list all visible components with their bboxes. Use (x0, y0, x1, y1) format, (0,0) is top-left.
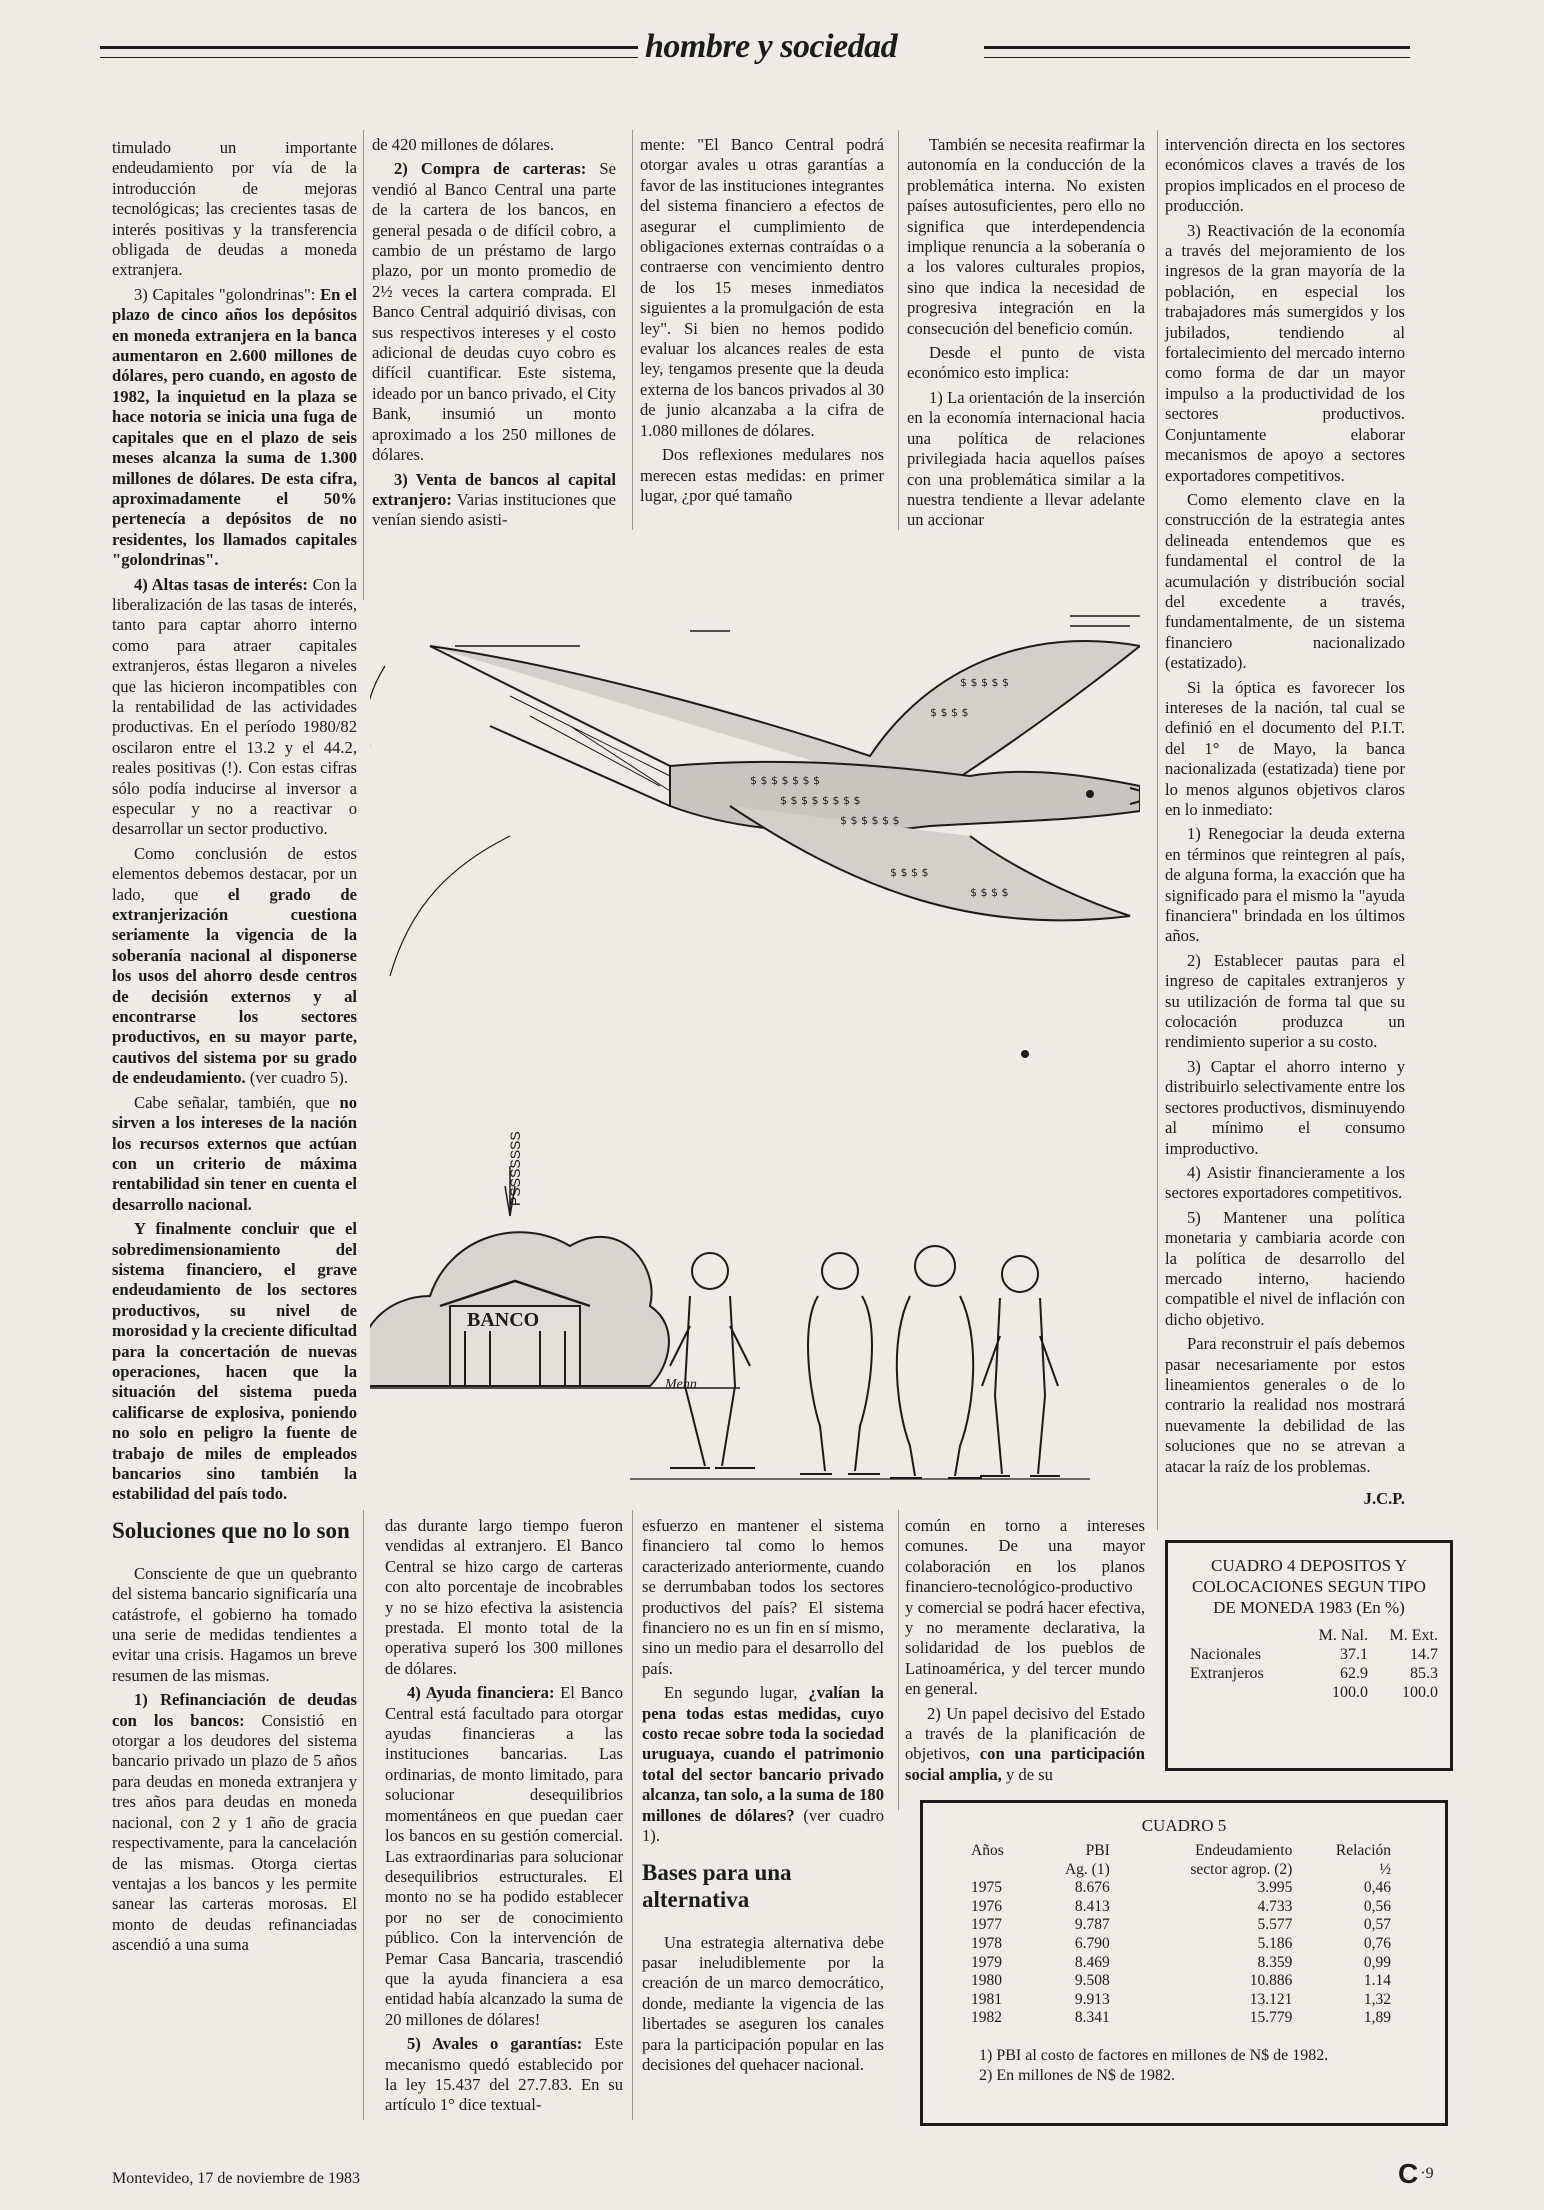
cell: 3.995 (1257, 1879, 1293, 1897)
table-row (971, 1935, 1391, 1954)
column-header: M. Ext. (1389, 1627, 1438, 1644)
column-subheader: ½ (1379, 1860, 1391, 1878)
table-row (1190, 1664, 1438, 1683)
cell: 9.787 (1074, 1916, 1110, 1934)
paragraph (112, 844, 357, 1089)
text: 1) Renegociar la deuda externa en términos que reintegren al país, de alguna forma, la exacción que ha significado para el mismo la (1165, 824, 1405, 905)
table-note: 1) PBI al costo de factores en millones de N$ de 1982. (979, 2046, 1329, 2064)
paragraph (385, 1683, 623, 2030)
article-column-4-top (907, 135, 1145, 535)
table-row (971, 1954, 1391, 1973)
cell: 6.790 (1074, 1934, 1110, 1952)
column-subheader (971, 1861, 1030, 1880)
bold-text: En el plazo de cinco años los depósitos en moneda extranjera en la banca aumentaron en 2.600 millones de dólares, pero cuando, en agosto de 1982, la inquietud en la plaza se hace notoria se inicia una fuga de capitales que en el plazo de seis meses alcanza la suma de 1.300 millones de dólares. De esta cifra, aproximadamente el 50% pertenecía a depósitos de no residentes, los llamados capitales "golondrinas". (112, 284, 357, 570)
section-title: hombre y sociedad (645, 28, 898, 65)
cell: 10.886 (1249, 1972, 1293, 1990)
bold-text: Y finalmente concluir que el sobredimensionamiento del sistema financiero, el grave endeudamiento de los sectores productivos, su nivel de morosidad y la creciente dificultad para la concertación de nuevas operaciones, hacen que la situación del sistema pueda calificarse de explosiva, poniendo no solo en peligro la fuente de trabajo de miles de empleados bancarios sino también la estabilidad del país todo. (112, 1219, 357, 1504)
cell: 1979 (971, 1953, 1002, 1971)
paragraph: 5) Mantener una política monetaria y cambiaria acorde con la política de desarrollo del mercado interno, haciendo compatible el nivel de inflación con dicho objetivo. (1165, 1207, 1405, 1329)
cell: 0,57 (1363, 1916, 1391, 1934)
cell: 1975 (971, 1879, 1002, 1897)
article-column-2-top (372, 135, 616, 535)
bank-sign: BANCO (467, 1309, 540, 1331)
cell: 5.186 (1257, 1934, 1293, 1952)
cell: 0,76 (1363, 1934, 1391, 1952)
table-header-row (971, 1842, 1391, 1861)
ink-dot (1021, 1050, 1029, 1058)
paragraph: Dos reflexiones medulares nos merecen estas medidas: en primer lugar, ¿por qué tamaño (640, 445, 884, 505)
table-title: CUADRO 5 (1141, 1816, 1227, 1835)
paragraph: esfuerzo en mantener el sistema financiero tal como lo hemos caracterizado anteriormente, cuando se derrumbaban todos los sectores productivos del país? El sistema financiero no es un fin en sí mismo, sino un medio para el desarrollo del país. (642, 1516, 884, 1678)
cell: 1976 (971, 1897, 1002, 1915)
cell: 0,46 (1363, 1879, 1391, 1897)
text: Cabe señalar, también, que (134, 1092, 330, 1112)
sound-effect: PSSSSSSS (507, 1131, 523, 1206)
column-header: PBI (1085, 1842, 1110, 1859)
cell: 100.0 (1331, 1684, 1368, 1701)
data-table (971, 1842, 1391, 2028)
cell: 1,32 (1363, 1990, 1391, 2008)
money-bird-drawing (370, 616, 1140, 976)
paragraph: 4) Asistir financieramente a los sectores exportadores competitivos. (1165, 1162, 1405, 1203)
cell: 1980 (971, 1972, 1002, 1990)
table-subheader-row (971, 1861, 1391, 1880)
cell: 1981 (971, 1990, 1002, 2008)
column-rule (1157, 130, 1158, 1530)
text: Con la liberalización de las tasas de interés, tanto para captar ahorro interno como para atraer capitales extranjeros, éstas llegaron a niveles que las hicieron incompatibles con la rentabilidad de las actividades productivas. En el período 1980/82 oscilaron entre el 13.2 y el 44.2, reales positivas (!). Con estas cifras sólo podía inducirse al inversor a especular y no a reactivar o desarrollar un sector productivo. (112, 574, 357, 839)
bold-text: no sirven a los intereses de la nación los recursos externos que actúan con un criterio de máxima rentabilidad sin tener en cuenta el desarrollo nacional. (112, 1092, 357, 1214)
column-header: Años (971, 1842, 1004, 1859)
paragraph: Una estrategia alternativa debe pasar ineludiblemente por la creación de un marco democrático, donde, mediante la vigencia de las libertades se aseguren los canales para la participación popular en las decisiones del quehacer nacional. (642, 1932, 884, 2074)
paragraph (112, 285, 357, 571)
cell: 8.359 (1257, 1953, 1293, 1971)
article-column-5 (1165, 135, 1405, 1509)
svg-text:$ $ $ $: $ $ $ $ (970, 886, 1009, 899)
author-signature: J.C.P. (1363, 1489, 1405, 1508)
cell: 8.469 (1074, 1953, 1110, 1971)
svg-text:$ $ $ $: $ $ $ $ (930, 706, 969, 719)
text: El Banco Central está facultado para otorgar ayudas financieras a las instituciones bancarias. Las ordinarias, de monto limitado, para solucionar desequilibrios momentáneos en que puedan caer los bancos en su gestión comercial. Las extraordinarias para solucionar desequilibrios estructurales. El monto no se ha podido establecer por no ser de conocimiento público. Con la intervención de Pemar Casa Bancaria, trascendió que la ayuda financiera a esa entidad había alcanzado la suma de 20 millones de dólares! (385, 1683, 623, 2029)
table-cuadro-5 (920, 1800, 1448, 2126)
cell: 4.733 (1257, 1897, 1293, 1915)
paragraph (112, 1690, 357, 1955)
subheading: Bases para una alternativa (642, 1859, 792, 1912)
cell: 8.676 (1074, 1879, 1110, 1897)
cell: 1977 (971, 1916, 1002, 1934)
header-rule-left (100, 46, 638, 58)
column-rule (632, 130, 633, 530)
column-rule (363, 1510, 364, 2120)
paragraph (905, 1704, 1145, 1786)
bold-text: el grado de extranjerización cuestiona seriamente la vigencia de la soberanía nacional al disponerse los usos del ahorro desde centros de decisión externos y al encontrarse los sectores productivos, en su mayor parte, cautivos del sistema por su grado de endeudamiento. (112, 884, 357, 1088)
cell: 9.913 (1074, 1990, 1110, 2008)
item-label: 1) Refinanciación de deudas con los bancos: (112, 1690, 357, 1730)
column-rule (898, 1510, 899, 1810)
article-column-1 (112, 138, 357, 1960)
cell: 15.779 (1249, 2009, 1293, 2027)
table-notes (979, 2046, 1445, 2086)
table-row (971, 1991, 1391, 2010)
text: En segundo lugar, (664, 1683, 798, 1703)
paragraph (112, 575, 357, 840)
paragraph: 2) Establecer pautas para el ingreso de capitales extranjeros y su utilización de forma tal que su colocación produzca un rendimiento superior a su costo. (1165, 950, 1405, 1052)
text: (ver cuadro 1). (642, 1805, 884, 1846)
item-label: 3) Venta de bancos al capital extranjero: (372, 469, 616, 509)
magazine-logo: C (1398, 2158, 1419, 2189)
cell: 85.3 (1410, 1665, 1438, 1682)
paragraph (112, 1093, 357, 1215)
paragraph: 1) La orientación de la inserción en la economía internacional hacia una política de relaciones privilegiada hacia aquellos países con una problemática similar a la nuestra tendiente a llevar adelante un accionar (907, 387, 1145, 530)
paragraph: Consciente de que un quebranto del sistema bancario significaría una catástrofe, el gobierno ha tomado una serie de medidas tendientes a evitar una crisis. Hagamos un breve resumen de las mismas. (112, 1563, 357, 1685)
row-label: Nacionales (1190, 1646, 1262, 1663)
text: Este mecanismo quedó establecido por la ley 15.437 del 27.7.83. En su artículo 1° dice textual- (385, 2034, 623, 2115)
bold-text: con una participación social amplia, (905, 1744, 1145, 1784)
cell: 1.14 (1363, 1972, 1391, 1990)
text: Como conclusión de estos elementos debemos destacar, por un lado, que (112, 843, 357, 904)
text: Consistió en otorgar a los deudores del sistema bancario privado un plazo de 5 años para deudas en moneda extranjera y tres años para deudas en moneda nacional, con 2 y 1 año de gracia respectivamente, para la cancelación de las mismas. Otorga ciertas ventajas a los bancos y les permite sanear las carteras morosas. El monto de deudas refinanciadas ascendió a una suma (112, 1710, 357, 1955)
cell: 100.0 (1402, 1684, 1438, 1701)
table-row (971, 1898, 1391, 1917)
bank-building-drawing (370, 1166, 740, 1388)
cell: 62.9 (1339, 1665, 1368, 1682)
svg-text:$ $ $ $: $ $ $ $ (890, 866, 929, 879)
column-header: M. Nal. (1318, 1627, 1368, 1644)
bold-text: ¿valían la pena todas estas medidas, cuyo costo recae sobre toda la sociedad uruguaya, cuando el patrimonio total del sector bancario privado alcanza, tan solo, a la suma de 180 millones de dólares? (642, 1683, 885, 1825)
column-subheader: sector agrop. (2) (1190, 1860, 1293, 1878)
table-title: CUADRO 4 DEPOSITOS Y COLOCACIONES SEGUN TIPO DE MONEDA 1983 (En %) (1192, 1556, 1426, 1617)
cell: 8.413 (1074, 1897, 1110, 1915)
cell: 1982 (971, 2009, 1002, 2027)
table-total-row (1190, 1683, 1438, 1702)
table-row (971, 2009, 1391, 2028)
svg-text:$ $ $ $ $ $ $ $: $ $ $ $ $ $ $ $ (780, 794, 861, 807)
cell: 9.508 (1074, 1972, 1110, 1990)
cell: 1,89 (1363, 2009, 1391, 2027)
subheading: Soluciones que no lo son (112, 1517, 350, 1543)
paragraph: mente: "El Banco Central podrá otorgar avales u otras garantías a favor de las instituciones integrantes del sistema financiero a efectos de asegurar el cumplimiento de obligaciones externas contraídas o a contraerse con vencimiento dentro de los 15 meses inmediatos siguientes a la promulgación de esta ley". Si bien no hemos podido evaluar los alcances reales de esta ley, tengamos presente que la deuda externa de los bancos privados al 30 de junio alcanzaba a la cifra de 1.080 millones de dólares. (640, 135, 884, 440)
text: Se vendió al Banco Central una parte de la cartera de los bancos, en general pesada o de difícil cobro, a cambio de un préstamo de largo plazo, por un monto promedio de 2½ veces la cartera comprada. El Banco Central adquirió divisas, con sus respectivos intereses y el costo adicional de deudas cuyo cobro es difícil cuantificar. Este sistema, ideado por un banco privado, el City Bank, insumió un monto aproximado a los 250 millones de dólares. (372, 159, 616, 465)
text: brindada en los últimos años. (1165, 906, 1405, 946)
item-label: 2) Compra de carteras: (394, 159, 587, 179)
text: 2) Un papel decisivo del Estado a través de la planificación de objetivos, (905, 1703, 1145, 1764)
item-label: 5) Avales o garantías: (407, 2034, 583, 2054)
paragraph (372, 159, 616, 465)
column-rule (898, 130, 899, 530)
artist-signature: Menn (665, 1377, 697, 1392)
section-header (100, 28, 1410, 68)
paragraph (1165, 824, 1405, 946)
article-column-3-top (640, 135, 884, 510)
paragraph (385, 2034, 623, 2116)
quoted-text: "ayuda financiera" (1165, 885, 1405, 926)
table-row (971, 1972, 1391, 1991)
cell: 1978 (971, 1934, 1002, 1952)
item-label: 3) Capitales "golondrinas": (134, 284, 316, 304)
cell: 5.577 (1257, 1916, 1293, 1934)
paragraph: Si la óptica es favorecer los intereses de la nación, tal cual se definió en el documento del P.I.T. del 1° de Mayo, la banca nacionalizada (estatizada) tiene por lo menos algunos objetivos claros en lo inmediato: (1165, 677, 1405, 819)
paragraph: También se necesita reafirmar la autonomía en la conducción de la problemática interna. No existen países autosuficientes, pero ello no significa que interdependencia implique renuncia a la soberanía o a los valores culturales propios, sino que indica la necesidad de progresiva integración en la consecución del beneficio común. (907, 135, 1145, 338)
footer-page (1398, 2160, 1434, 2188)
column-subheader: Ag. (1) (1064, 1860, 1110, 1878)
cell: 13.121 (1249, 1990, 1293, 2008)
table-row (971, 1879, 1391, 1898)
paragraph: Para reconstruir el país debemos pasar necesariamente por estos lineamientos generales o de lo contrario la realidad nos mostrará nuevamente la debilidad de las soluciones que no se atrevan a atacar la raíz de los problemas. (1165, 1334, 1405, 1476)
table-header-row (1190, 1626, 1438, 1645)
column-rule (632, 1510, 633, 2120)
paragraph: das durante largo tiempo fueron vendidas al extranjero. El Banco Central se hizo cargo de carteras con alto porcentaje de incobrables y no se hizo efectiva la asistencia prestada. El monto total de la operativa superó los 300 millones de dólares. (385, 1516, 623, 1678)
cartoon-illustration (370, 606, 1140, 1486)
row-label (1190, 1683, 1297, 1702)
cell: 0,99 (1363, 1953, 1391, 1971)
paragraph: 3) Reactivación de la economía a través del mejoramiento de los ingresos de la gran mayoría de la población, en especial los trabajadores más sumergidos y los jubilados, tendiendo al fortalecimiento del mercado interno como forma de dar un mayor impulso a la productividad de los sectores productivos. Conjuntamente elaborar mecanismos de apoyo a sectores exportadores competitivos. (1165, 220, 1405, 485)
table-row (971, 1916, 1391, 1935)
footer-date: Montevideo, 17 de noviembre de 1983 (112, 2170, 360, 2187)
table-cuadro-4 (1165, 1540, 1453, 1771)
article-column-4-bottom (905, 1516, 1145, 1789)
cell: 37.1 (1339, 1646, 1368, 1663)
column-header: Relación (1335, 1842, 1391, 1859)
item-label: 4) Ayuda financiera: (407, 1683, 555, 1703)
paragraph (112, 1219, 357, 1505)
paragraph: de 420 millones de dólares. (372, 135, 555, 154)
row-label: Extranjeros (1190, 1665, 1264, 1682)
column-header: Endeudamiento (1195, 1842, 1293, 1859)
svg-text:$ $ $ $ $ $: $ $ $ $ $ $ (840, 814, 900, 827)
table-row (1190, 1645, 1438, 1664)
svg-text:$ $ $ $ $: $ $ $ $ $ (960, 676, 1009, 689)
article-column-3-bottom (642, 1516, 884, 2079)
page-number: 9 (1425, 2165, 1434, 2182)
paragraph (642, 1683, 884, 1846)
page-separator: · (1420, 2165, 1426, 2182)
text: (ver cuadro 5). (249, 1068, 348, 1088)
header-rule-right (984, 46, 1410, 58)
table-note: 2) En millones de N$ de 1982. (979, 2066, 1175, 2084)
paragraph: 3) Captar el ahorro interno y distribuirlo selectivamente entre los sectores productivos, disminuyendo al mínimo el consumo improductivo. (1165, 1056, 1405, 1158)
svg-text:$ $ $ $ $ $ $: $ $ $ $ $ $ $ (750, 774, 820, 787)
onlookers-drawing (630, 1246, 1090, 1479)
paragraph: Como elemento clave en la construcción de la estrategia antes delineada entendemos que es fundamental el control de la acumulación y distribución social del excedente a través, fundamentalmente, de un sistema financiero nacionalizado (estatizado). (1165, 489, 1405, 673)
paragraph: Desde el punto de vista económico esto implica: (907, 343, 1145, 383)
item-label: 4) Altas tasas de interés: (134, 574, 308, 594)
paragraph (372, 470, 616, 531)
paragraph: intervención directa en los sectores económicos claves a través de los propios implicados en el proceso de producción. (1165, 135, 1405, 216)
text: Varias instituciones que venían siendo asisti- (372, 489, 616, 530)
cell: 8.341 (1074, 2009, 1110, 2027)
paragraph: común en torno a intereses comunes. De una mayor colaboración en los planos financiero-tecnológico-productivo y comercial se podrá hacer efectiva, y no meramente declarativa, la solidaridad de los pueblos de Latinoamérica, y del tercer mundo en general. (905, 1516, 1145, 1699)
column-rule (363, 130, 364, 600)
article-column-2-bottom (385, 1516, 623, 2120)
data-table (1190, 1626, 1438, 1702)
cell: 0,56 (1363, 1897, 1391, 1915)
cell: 14.7 (1410, 1646, 1438, 1663)
text: y de su (1005, 1764, 1053, 1784)
paragraph: timulado un importante endeudamiento por vía de la introducción de mejoras tecnológicas; las crecientes tasas de interés positivas y la transferencia obligada de deudas a moneda extranjera. (112, 138, 357, 280)
